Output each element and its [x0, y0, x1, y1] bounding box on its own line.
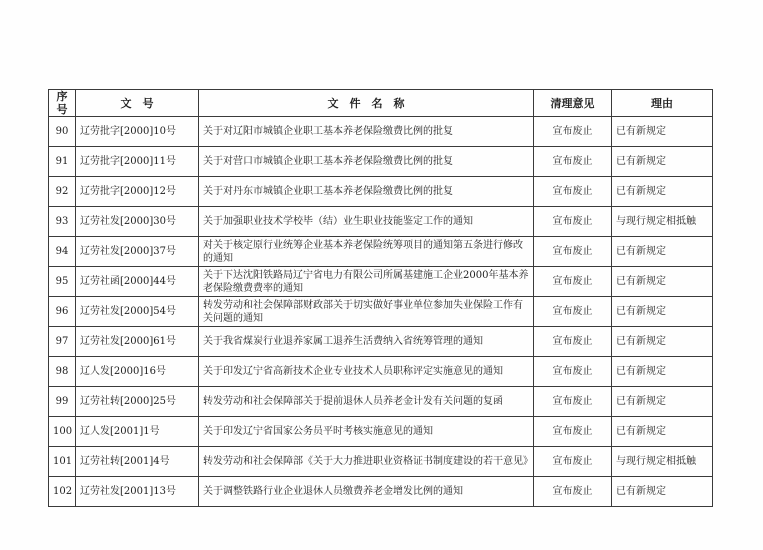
table-row — [49, 237, 713, 267]
table-row — [49, 417, 713, 447]
cell-num: 101 — [49, 447, 76, 477]
table-row — [49, 207, 713, 237]
cell-doc-title: 关于对辽阳市城镇企业职工基本养老保险缴费比例的批复 — [199, 117, 534, 147]
header-code: 文 号 — [76, 90, 199, 117]
cell-doc-title: 对关于核定原行业统筹企业基本养老保险统筹项目的通知第五条进行修改的通知 — [199, 237, 534, 267]
table-row — [49, 477, 713, 507]
cell-num: 98 — [49, 357, 76, 387]
cell-num: 94 — [49, 237, 76, 267]
table-row — [49, 387, 713, 417]
cell-num: 100 — [49, 417, 76, 447]
cell-opinion: 宣布废止 — [534, 417, 612, 447]
cell-doc-number: 辽劳社函[2000]44号 — [76, 267, 199, 297]
regulation-cleanup-table — [48, 89, 713, 507]
cell-num: 102 — [49, 477, 76, 507]
cell-num: 99 — [49, 387, 76, 417]
cell-doc-title: 转发劳动和社会保障部《关于大力推进职业资格证书制度建设的若干意见》 — [199, 447, 534, 477]
header-opinion: 清理意见 — [534, 90, 612, 117]
cell-opinion: 宣布废止 — [534, 387, 612, 417]
cell-opinion: 宣布废止 — [534, 447, 612, 477]
cell-doc-number: 辽劳批字[2000]10号 — [76, 117, 199, 147]
cell-opinion: 宣布废止 — [534, 177, 612, 207]
cell-reason: 已有新规定 — [612, 477, 713, 507]
cell-doc-title: 关于对丹东市城镇企业职工基本养老保险缴费比例的批复 — [199, 177, 534, 207]
cell-opinion: 宣布废止 — [534, 267, 612, 297]
cell-num: 93 — [49, 207, 76, 237]
cell-reason: 已有新规定 — [612, 417, 713, 447]
cell-doc-title: 关于印发辽宁省国家公务员平时考核实施意见的通知 — [199, 417, 534, 447]
cell-doc-number: 辽人发[2000]16号 — [76, 357, 199, 387]
cell-doc-title: 关于对营口市城镇企业职工基本养老保险缴费比例的批复 — [199, 147, 534, 177]
cell-num: 90 — [49, 117, 76, 147]
cell-doc-number: 辽劳批字[2000]12号 — [76, 177, 199, 207]
cell-doc-number: 辽人发[2001]1号 — [76, 417, 199, 447]
cell-doc-number: 辽劳社发[2001]13号 — [76, 477, 199, 507]
table-row — [49, 177, 713, 207]
cell-num: 96 — [49, 297, 76, 327]
cell-opinion: 宣布废止 — [534, 327, 612, 357]
cell-reason: 已有新规定 — [612, 177, 713, 207]
header-title: 文 件 名 称 — [199, 90, 534, 117]
cell-num: 95 — [49, 267, 76, 297]
cell-opinion: 宣布废止 — [534, 147, 612, 177]
cell-reason: 已有新规定 — [612, 117, 713, 147]
cell-opinion: 宣布废止 — [534, 207, 612, 237]
cell-reason: 与现行规定相抵触 — [612, 447, 713, 477]
table-header-row — [49, 90, 713, 117]
header-reason: 理由 — [612, 90, 713, 117]
cell-doc-number: 辽劳社发[2000]37号 — [76, 237, 199, 267]
cell-opinion: 宣布废止 — [534, 477, 612, 507]
table-row — [49, 297, 713, 327]
cell-opinion: 宣布废止 — [534, 117, 612, 147]
cell-reason: 已有新规定 — [612, 237, 713, 267]
table-row — [49, 267, 713, 297]
cell-doc-title: 关于我省煤炭行业退养家属工退养生活费纳入省统筹管理的通知 — [199, 327, 534, 357]
cell-reason: 已有新规定 — [612, 327, 713, 357]
table-row — [49, 147, 713, 177]
cell-reason: 已有新规定 — [612, 357, 713, 387]
cell-doc-number: 辽劳社转[2000]25号 — [76, 387, 199, 417]
header-num: 序号 — [49, 90, 76, 117]
cell-doc-title: 关于加强职业技术学校毕（结）业生职业技能鉴定工作的通知 — [199, 207, 534, 237]
table-row — [49, 117, 713, 147]
cell-doc-number: 辽劳社发[2000]61号 — [76, 327, 199, 357]
cell-num: 92 — [49, 177, 76, 207]
cell-reason: 已有新规定 — [612, 147, 713, 177]
cell-reason: 已有新规定 — [612, 387, 713, 417]
cell-opinion: 宣布废止 — [534, 357, 612, 387]
table-body — [49, 117, 713, 507]
table-row — [49, 357, 713, 387]
cell-num: 91 — [49, 147, 76, 177]
cell-opinion: 宣布废止 — [534, 297, 612, 327]
cell-doc-number: 辽劳批字[2000]11号 — [76, 147, 199, 177]
cell-reason: 已有新规定 — [612, 297, 713, 327]
cell-doc-number: 辽劳社发[2000]30号 — [76, 207, 199, 237]
cell-doc-title: 关于印发辽宁省高新技术企业专业技术人员职称评定实施意见的通知 — [199, 357, 534, 387]
cell-doc-title: 关于下达沈阳铁路局辽宁省电力有限公司所属基建施工企业2000年基本养老保险缴费费率的通知 — [199, 267, 534, 297]
cell-doc-number: 辽劳社发[2000]54号 — [76, 297, 199, 327]
cell-opinion: 宣布废止 — [534, 237, 612, 267]
cell-doc-title: 关于调整铁路行业企业退休人员缴费养老金增发比例的通知 — [199, 477, 534, 507]
cell-doc-title: 转发劳动和社会保障部财政部关于切实做好事业单位参加失业保险工作有关问题的通知 — [199, 297, 534, 327]
cell-doc-number: 辽劳社转[2001]4号 — [76, 447, 199, 477]
cell-reason: 与现行规定相抵触 — [612, 207, 713, 237]
cell-reason: 已有新规定 — [612, 267, 713, 297]
table-row — [49, 447, 713, 477]
cell-doc-title: 转发劳动和社会保障部关于提前退休人员养老金计发有关问题的复函 — [199, 387, 534, 417]
table-row — [49, 327, 713, 357]
cell-num: 97 — [49, 327, 76, 357]
